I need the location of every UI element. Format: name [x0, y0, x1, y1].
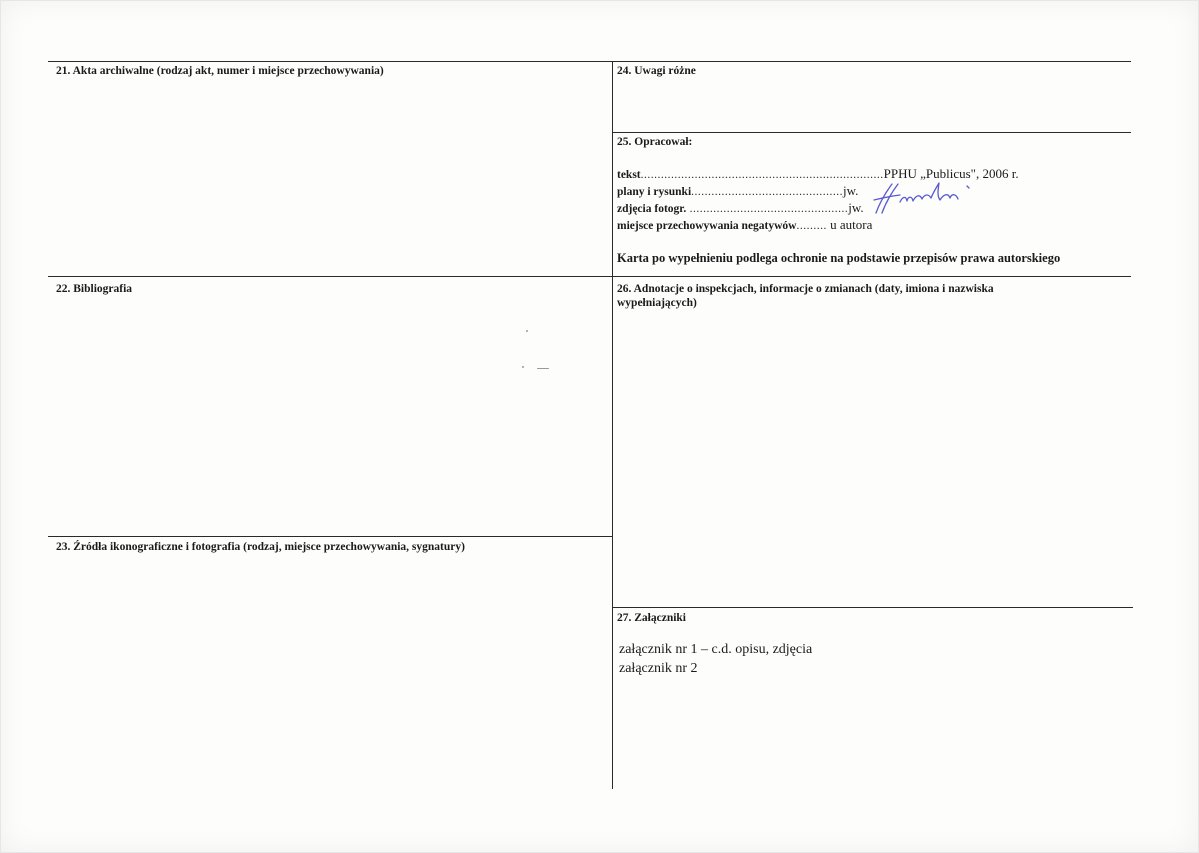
rule-24-25 — [612, 132, 1131, 133]
row-dots: ........................................................................ — [640, 169, 884, 181]
author-row-negatives — [617, 217, 872, 234]
rule-22-23 — [48, 536, 612, 537]
rule-26-27 — [612, 607, 1133, 608]
section-21-label: 21. Akta archiwalne (rodzaj akt, numer i miejsce przechowywania) — [56, 65, 384, 77]
row-dots: ............................................... — [686, 203, 849, 215]
row-dots: ......... — [796, 220, 827, 232]
row-value: PPHU „Publicus", 2006 r. — [883, 166, 1019, 181]
attachment-item: załącznik nr 2 — [619, 661, 698, 676]
row-key: tekst — [617, 169, 641, 181]
copyright-notice: Karta po wypełnieniu podlega ochronie na podstawie przepisów prawa autorskiego — [617, 251, 1061, 265]
section-25-label: 25. Opracował: — [617, 136, 693, 148]
handwritten-signature-image — [870, 180, 980, 216]
scan-speck — [522, 366, 524, 368]
row-key: zdjęcia fotogr. — [617, 203, 687, 215]
row-key: miejsce przechowywania negatywów — [617, 220, 797, 232]
section-23-label: 23. Źródła ikonograficzne i fotografia (rodzaj, miejsce przechowywania, sygnatury) — [56, 541, 465, 553]
author-row-photos — [617, 200, 864, 217]
author-row-plans — [617, 183, 858, 200]
top-rule — [48, 61, 1131, 62]
column-divider — [612, 61, 613, 789]
row-value: jw. — [848, 200, 864, 215]
section-22-label: 22. Bibliografia — [56, 283, 133, 295]
scan-speck — [526, 330, 528, 332]
rule-21-22 — [48, 276, 1131, 277]
row-dots: ............................................. — [691, 186, 844, 198]
section-24-label: 24. Uwagi różne — [617, 65, 696, 77]
row-value: jw. — [843, 183, 859, 198]
section-26-label: 26. Adnotacje o inspekcjach, informacje o zmianach (daty, imiona i nazwiska wypełniających) — [617, 283, 994, 309]
scan-speck — [537, 368, 549, 369]
section-27-label: 27. Załączniki — [617, 612, 687, 624]
row-key: plany i rysunki — [617, 186, 692, 198]
row-value: u autora — [826, 217, 873, 232]
attachment-item: załącznik nr 1 – c.d. opisu, zdjęcia — [619, 642, 813, 657]
